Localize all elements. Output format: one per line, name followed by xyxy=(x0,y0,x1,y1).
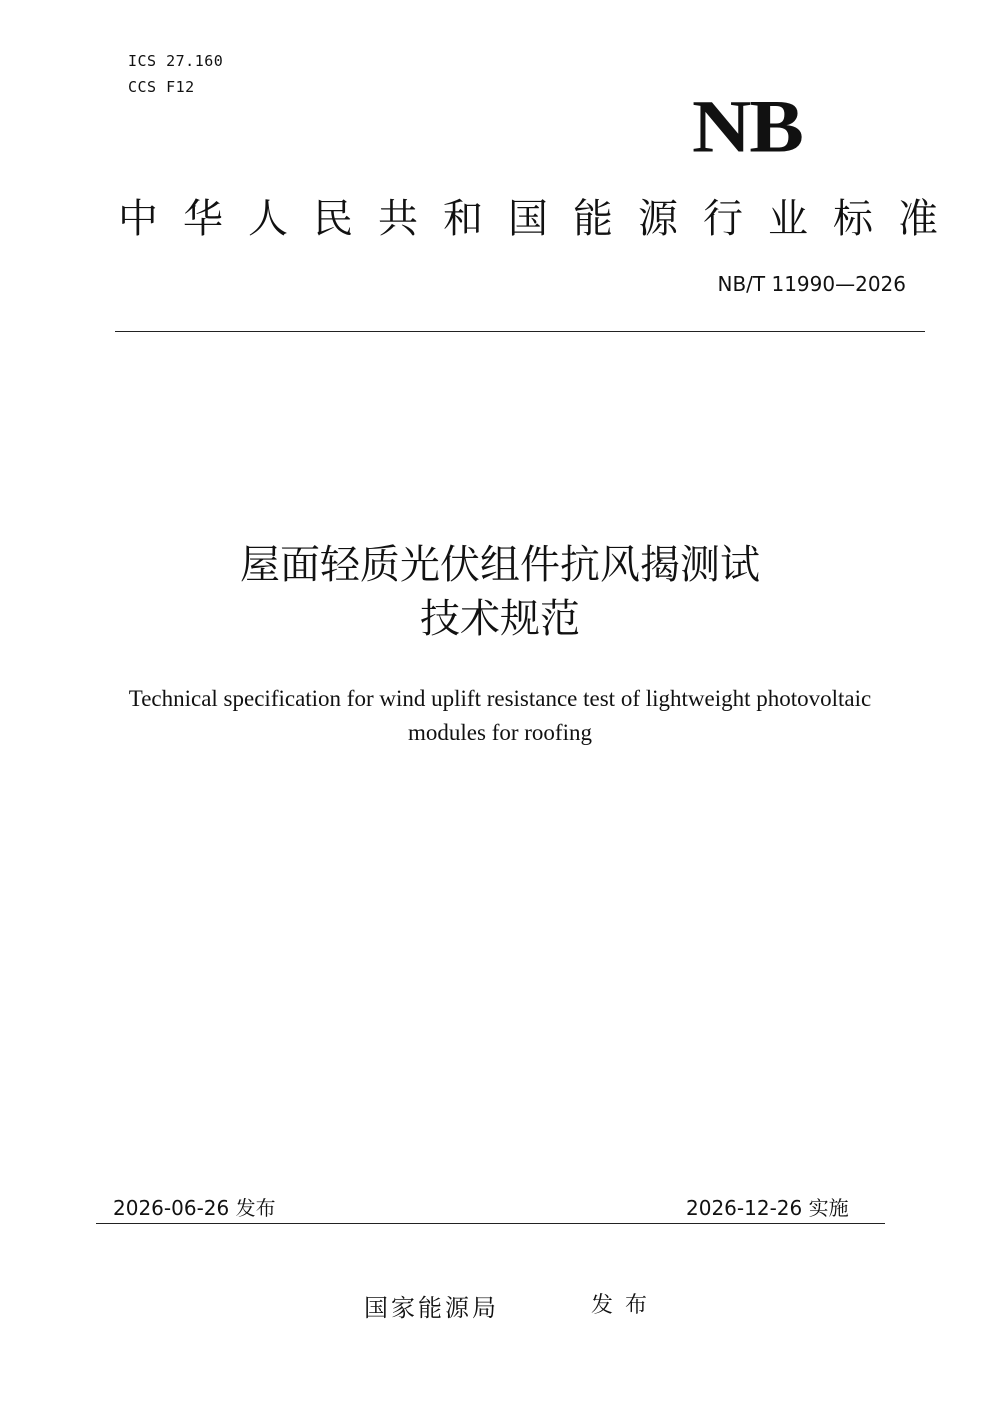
footer-divider xyxy=(96,1223,885,1224)
org-char: 国 xyxy=(508,196,548,242)
issue-label: 发布 xyxy=(591,1293,660,1318)
ics-code: ICS 27.160 xyxy=(128,52,224,70)
ccs-code: CCS F12 xyxy=(128,78,195,96)
org-char: 和 xyxy=(443,196,483,242)
english-title-line-1: Technical specification for wind uplift resistance test of lightweight photovoltaic xyxy=(128,686,872,711)
org-char: 民 xyxy=(313,196,353,242)
org-char: 华 xyxy=(183,196,223,242)
org-char: 准 xyxy=(898,196,938,242)
chinese-title-line-1: 屋面轻质光伏组件抗风揭测试 xyxy=(240,542,760,588)
org-char: 中 xyxy=(118,196,158,242)
nb-logo: NB xyxy=(692,84,802,169)
org-char: 人 xyxy=(248,196,288,242)
org-char: 业 xyxy=(768,196,808,242)
chinese-title xyxy=(0,538,1000,646)
header-divider xyxy=(115,331,925,332)
org-char: 标 xyxy=(833,196,873,242)
effective-date: 2026-12-26 实施 xyxy=(686,1196,849,1220)
english-title xyxy=(100,682,900,750)
org-char: 行 xyxy=(703,196,743,242)
standard-organization-title xyxy=(118,194,938,244)
chinese-title-line-2: 技术规范 xyxy=(420,596,580,642)
org-char: 源 xyxy=(638,196,678,242)
issuing-authority: 国家能源局 xyxy=(364,1294,499,1322)
org-char: 共 xyxy=(378,196,418,242)
standard-number: NB/T 11990—2026 xyxy=(717,272,906,296)
english-title-line-2: modules for roofing xyxy=(408,720,592,745)
org-char: 能 xyxy=(573,196,613,242)
issue-date: 2026-06-26 发布 xyxy=(113,1196,276,1220)
